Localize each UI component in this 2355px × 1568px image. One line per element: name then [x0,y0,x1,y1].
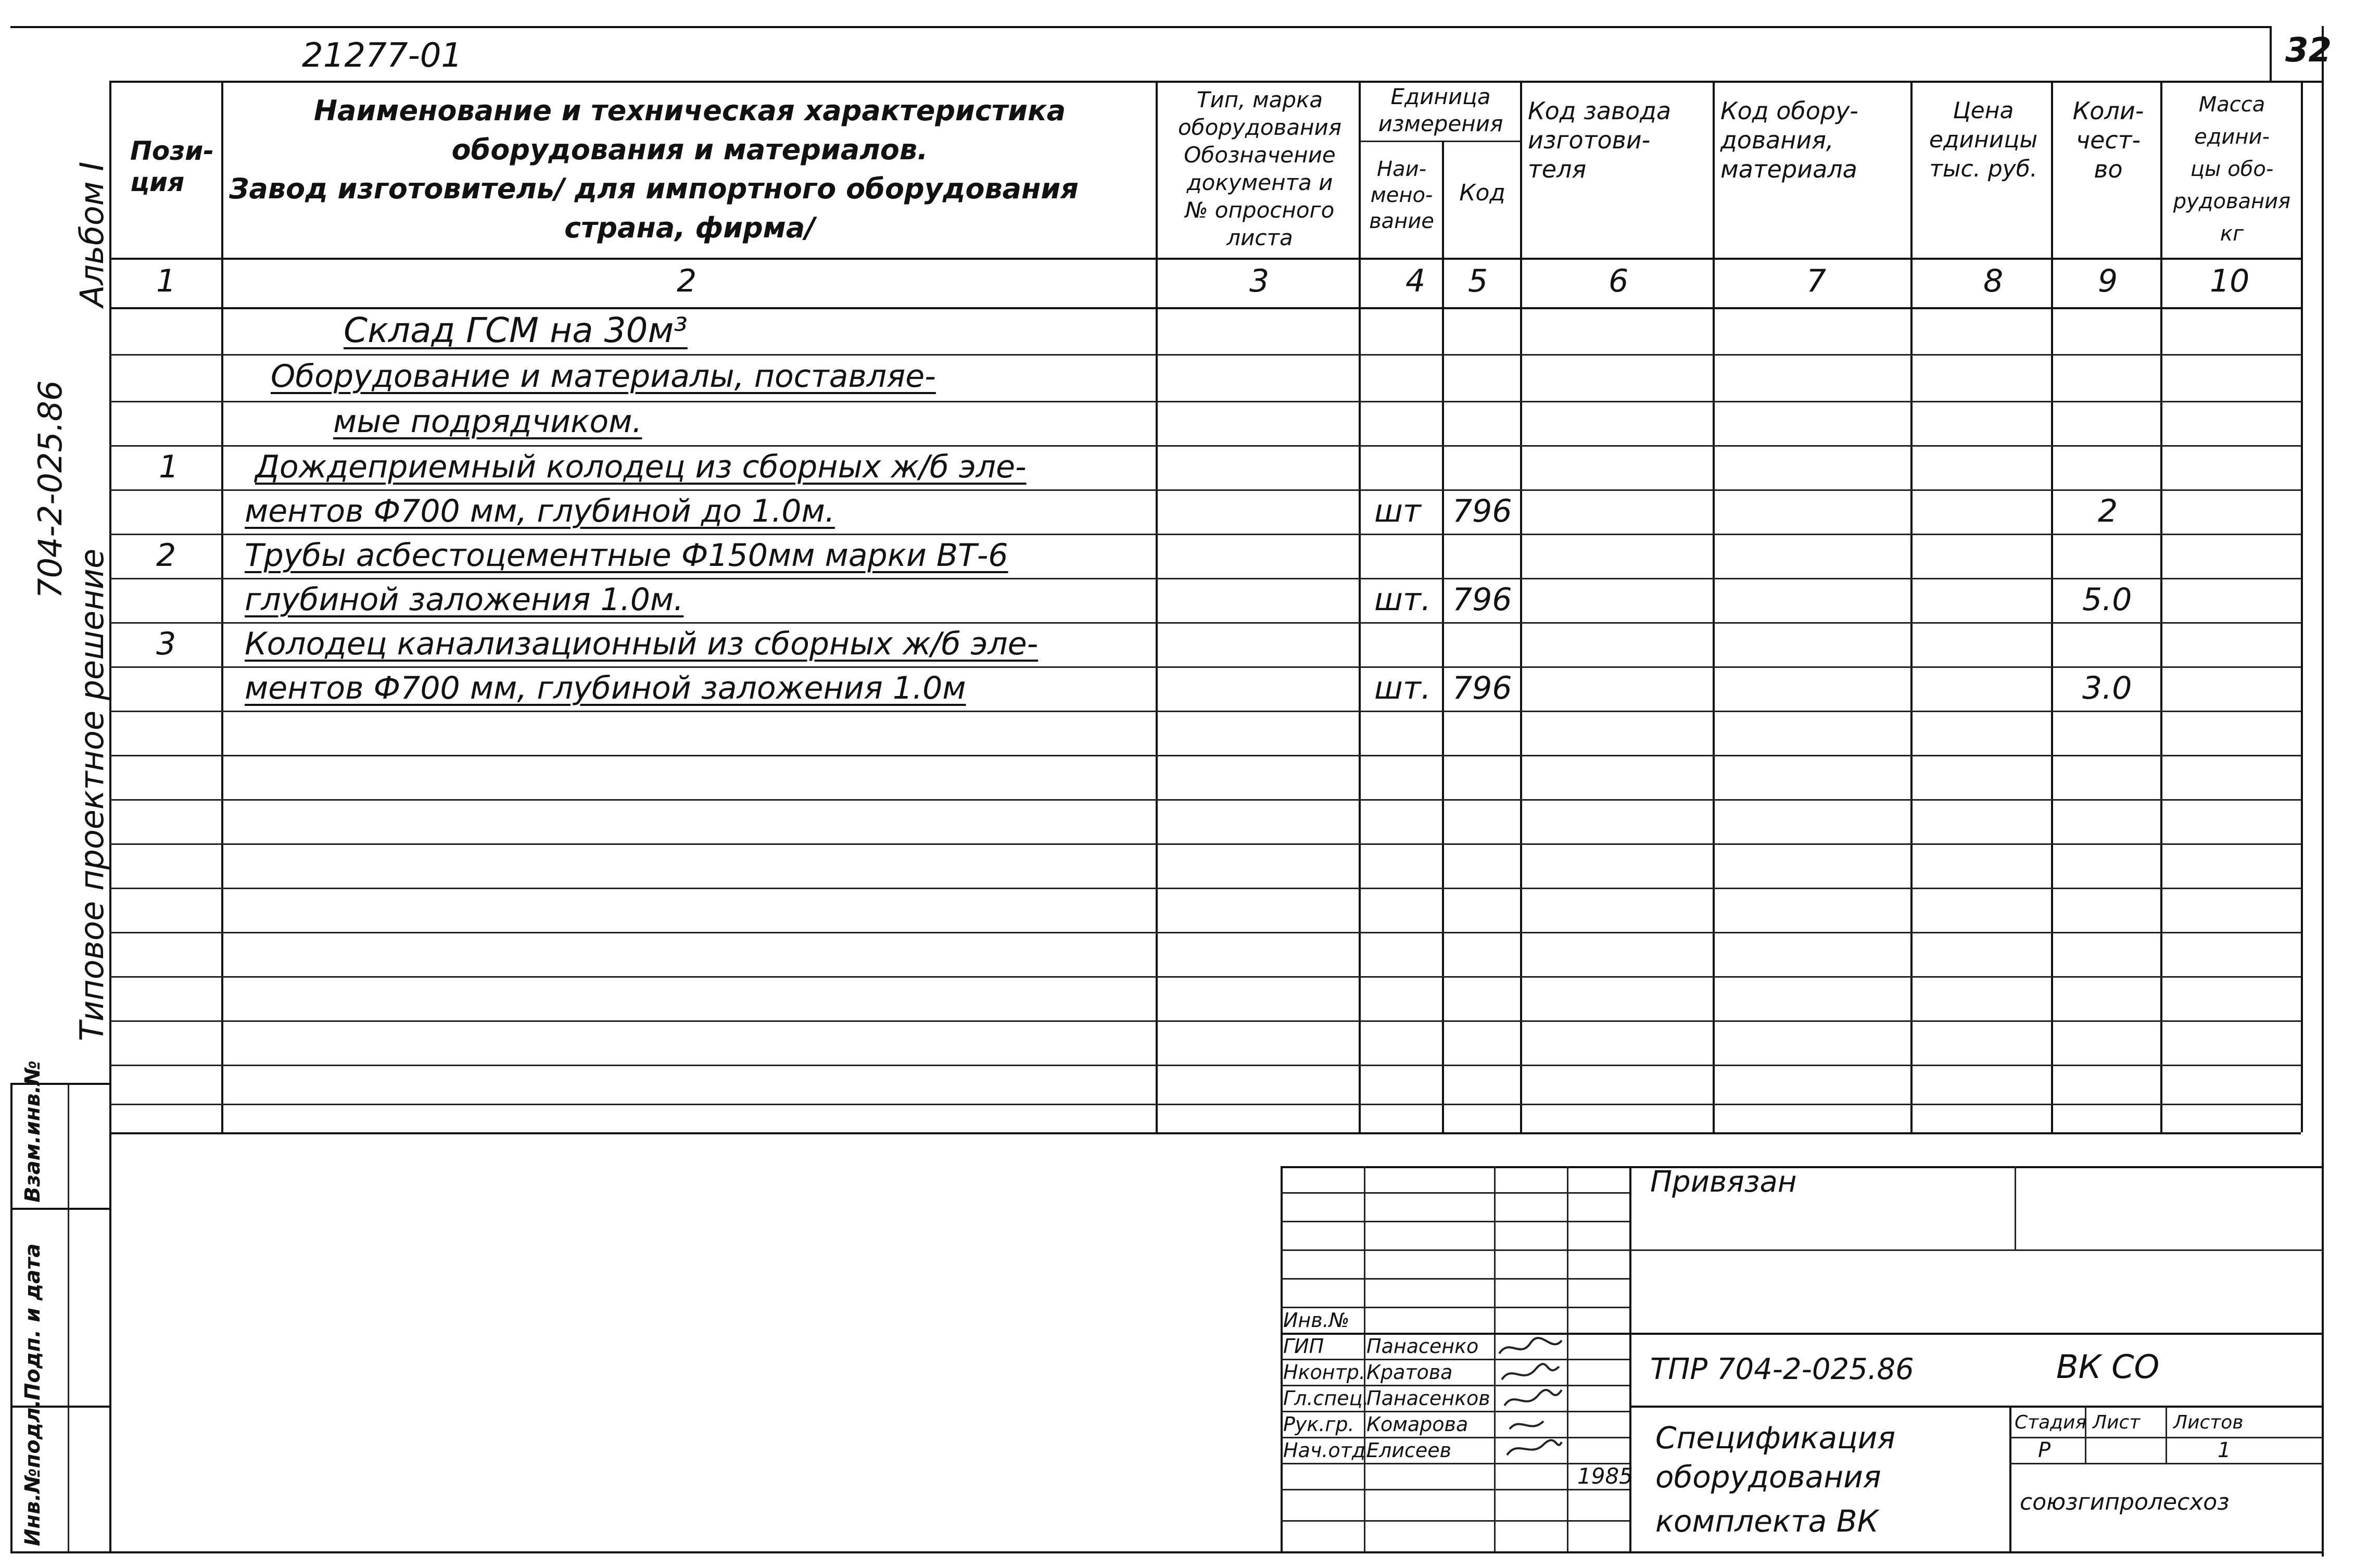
row-2-quantity: 5.0 [2082,581,2132,618]
col-number-9: 9 [2098,263,2118,299]
stamp-inv-podl: Инв.№подл. [21,1399,45,1546]
inventory-label: Инв.№ [1283,1309,1350,1332]
name-normcontrol: Кратова [1366,1361,1453,1384]
col-number-6: 6 [1609,263,1629,299]
header-col-8: Цена единицы тыс. руб. [1929,97,2038,182]
section-subtitle-2: мые подрядчиком. [333,403,642,440]
col-number-2: 2 [677,263,697,299]
name-group-head: Комарова [1366,1413,1468,1436]
row-2-unit: шт. [1374,581,1431,618]
section-title: Склад ГСМ на 30м³ [344,310,688,350]
stamp-vzam: Взам.инв.№ [21,1060,45,1203]
side-code: 704-2-025.86 [31,380,69,599]
doc-title-line-1: Спецификация [1655,1420,1896,1456]
name-gip: Панасенко [1366,1335,1479,1358]
header-col-9: Коли- чест- во [2072,97,2144,183]
col-number-10: 10 [2210,263,2250,299]
organization: союзгипролесхоз [2020,1489,2230,1515]
col-number-5: 5 [1468,263,1488,299]
row-2-description-line-1: Трубы асбестоцементные Ф150мм марки ВТ-6 [245,537,1008,574]
bottom-frame [10,1551,2322,1553]
row-2-position: 2 [156,537,176,574]
row-3-position: 3 [156,626,176,662]
header-col-10: Масса едини- цы обо- рудования кг [2173,93,2291,246]
row-1-unit: шт [1374,493,1421,529]
header-col-3: Тип, марка оборудования Обозначение документа и № опросного листа [1178,87,1342,250]
side-album: Альбом I [73,161,111,307]
project-code: ТПР 704-2-025.86 [1650,1352,1914,1386]
header-col-1: Пози- ция [130,136,214,197]
row-3-unit: шт. [1374,670,1431,706]
stamp-right-line [109,1083,111,1551]
col-number-8: 8 [1983,263,2004,299]
document-code: 21277-01 [302,36,463,75]
col-number-3: 3 [1249,263,1270,299]
role-normcontrol: Нконтр. [1283,1361,1365,1384]
role-group-head: Рук.гр. [1283,1413,1354,1436]
name-dept-head: Елисеев [1366,1439,1452,1462]
side-typical-solution: Типовое проектное решение [73,548,111,1041]
right-frame [2322,26,2324,1557]
row-3-quantity: 3.0 [2082,670,2132,706]
row-1-description-line-1: Дождеприемный колодец из сборных ж/б эле- [255,449,1027,485]
header-col-6: Код завода изготови- теля [1528,97,1672,183]
stamp-sep-1 [10,1208,109,1210]
col-number-4: 4 [1406,263,1426,299]
stamp-mid-line [68,1083,69,1551]
row-3-description-line-2: ментов Ф700 мм, глубиной заложения 1.0м [245,670,966,706]
document-mark: ВК СО [2056,1348,2160,1386]
row-2-code: 796 [1452,581,1512,618]
row-3-code: 796 [1452,670,1512,706]
role-chief-specialist: Гл.спец. [1283,1387,1369,1410]
role-gip: ГИП [1283,1335,1324,1358]
name-chief-specialist: Панасенков [1366,1387,1490,1410]
row-3-description-line-1: Колодец канализационный из сборных ж/б эле- [245,626,1039,662]
row-1-position: 1 [159,449,179,485]
row-1-quantity: 2 [2098,493,2118,529]
header-col-4: Наи- мено- вание [1369,157,1434,233]
header-col-2: Наименование и техническая характеристика оборудования и материалов. Завод изготовитель/ для импортного оборудования страна, фирма/ [229,94,1079,244]
col-number-1: 1 [156,263,176,299]
year: 1985 [1577,1463,1633,1489]
header-col-5: Код [1459,180,1505,206]
doc-title-line-2: оборудования [1655,1459,1881,1495]
sheets-label: Листов [2173,1412,2244,1433]
stamp-sign-date: Подп. и дата [21,1243,45,1400]
sheet-label: Лист [2093,1412,2141,1433]
top-rule [10,26,2270,28]
privyazan-label: Привязан [1650,1165,1797,1199]
signatures-image [1494,1333,1567,1463]
section-subtitle-1: Оборудование и материалы, поставляе- [271,358,936,395]
row-1-description-line-2: ментов Ф700 мм, глубиной до 1.0м. [245,493,835,529]
stamp-left-line [10,1083,12,1551]
col-number-7: 7 [1806,263,1827,299]
header-col-7: Код обору- дования, материала [1720,97,1858,183]
role-dept-head: Нач.отд. [1283,1439,1372,1462]
row-1-code: 796 [1452,493,1512,529]
sheets-value: 1 [2218,1438,2231,1462]
row-2-description-line-2: глубиной заложения 1.0м. [245,581,684,618]
stage-label: Стадия [2015,1412,2087,1433]
sheet-number: 32 [2285,31,2332,70]
stage-value: Р [2038,1438,2051,1462]
doc-title-line-3: комплекта ВК [1655,1503,1879,1539]
sheet-box-left [2270,26,2272,81]
header-unit-group: Единица измерения [1378,84,1503,136]
